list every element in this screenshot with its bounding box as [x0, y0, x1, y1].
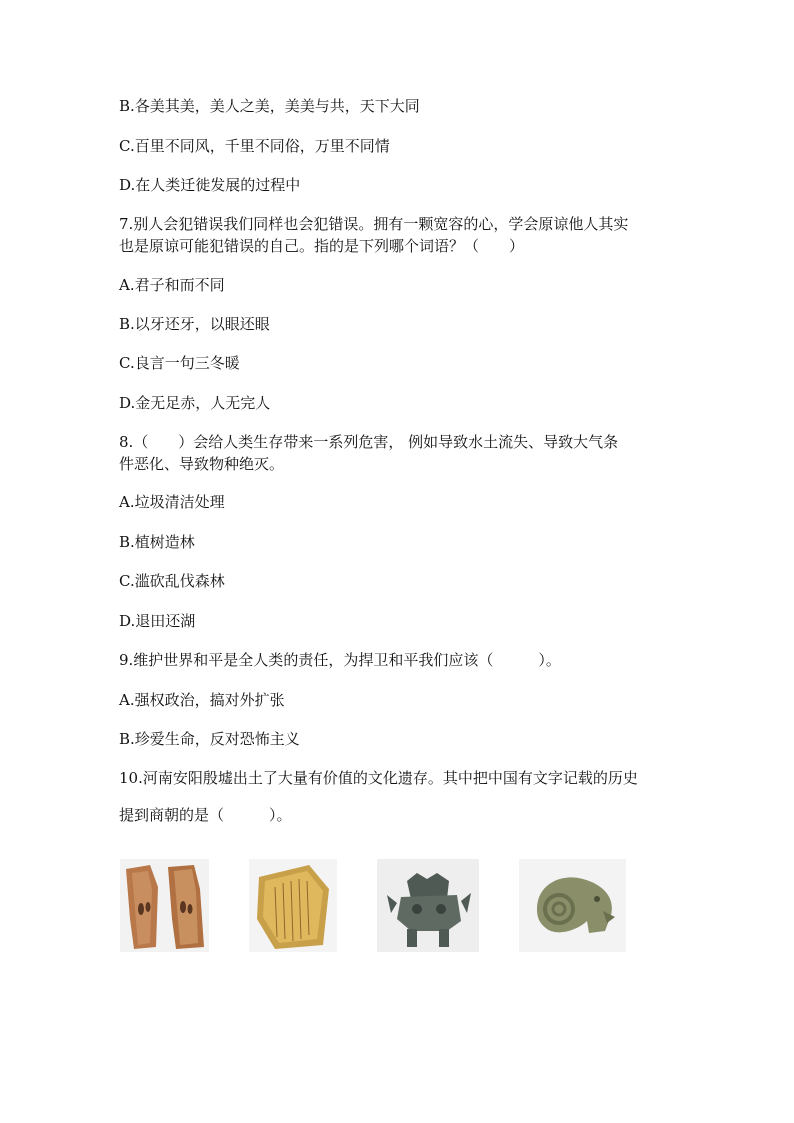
q6-option-c: C.百里不同风，千里不同俗，万里不同情	[119, 137, 390, 155]
q7-option-c: C.良言一句三冬暖	[119, 354, 240, 372]
jade-dragon-image	[519, 859, 626, 952]
bronze-vessel-image	[377, 859, 479, 952]
q9-option-a: A.强权政治，搞对外扩张	[119, 691, 285, 709]
inscribed-tablet-image	[249, 859, 337, 952]
q8-stem-line1: 8.（ ）会给人类生存带来一系列危害， 例如导致水土流失、导致大气条	[119, 433, 619, 451]
q7-option-b: B.以牙还牙，以眼还眼	[119, 315, 270, 333]
q8-option-c: C.滥砍乱伐森林	[119, 572, 225, 590]
q8-option-d: D.退田还湖	[119, 612, 196, 630]
q7-option-d: D.金无足赤，人无完人	[119, 394, 271, 412]
q10-stem-line1: 10.河南安阳殷墟出土了大量有价值的文化遗存。其中把中国有文字记载的历史	[119, 769, 638, 787]
q7-option-a: A.君子和而不同	[119, 276, 225, 294]
q6-option-b: B.各美其美，美人之美，美美与共，天下大同	[119, 97, 420, 115]
q6-option-d: D.在人类迁徙发展的过程中	[119, 176, 301, 194]
q7-stem-line2: 也是原谅可能犯错误的自己。指的是下列哪个词语？（ ）	[119, 237, 525, 255]
oracle-bone-image	[120, 859, 209, 952]
q9-stem: 9.维护世界和平是全人类的责任，为捍卫和平我们应该（ ）。	[119, 651, 561, 669]
q10-stem-line2: 提到商朝的是（ ）。	[119, 806, 292, 824]
q8-stem-line2: 件恶化、导致物种绝灭。	[119, 455, 285, 473]
q8-option-a: A.垃圾清洁处理	[119, 493, 225, 511]
q9-option-b: B.珍爱生命，反对恐怖主义	[119, 730, 300, 748]
q8-option-b: B.植树造林	[119, 533, 195, 551]
q7-stem-line1: 7.别人会犯错误我们同样也会犯错误。拥有一颗宽容的心，学会原谅他人其实	[119, 215, 629, 233]
